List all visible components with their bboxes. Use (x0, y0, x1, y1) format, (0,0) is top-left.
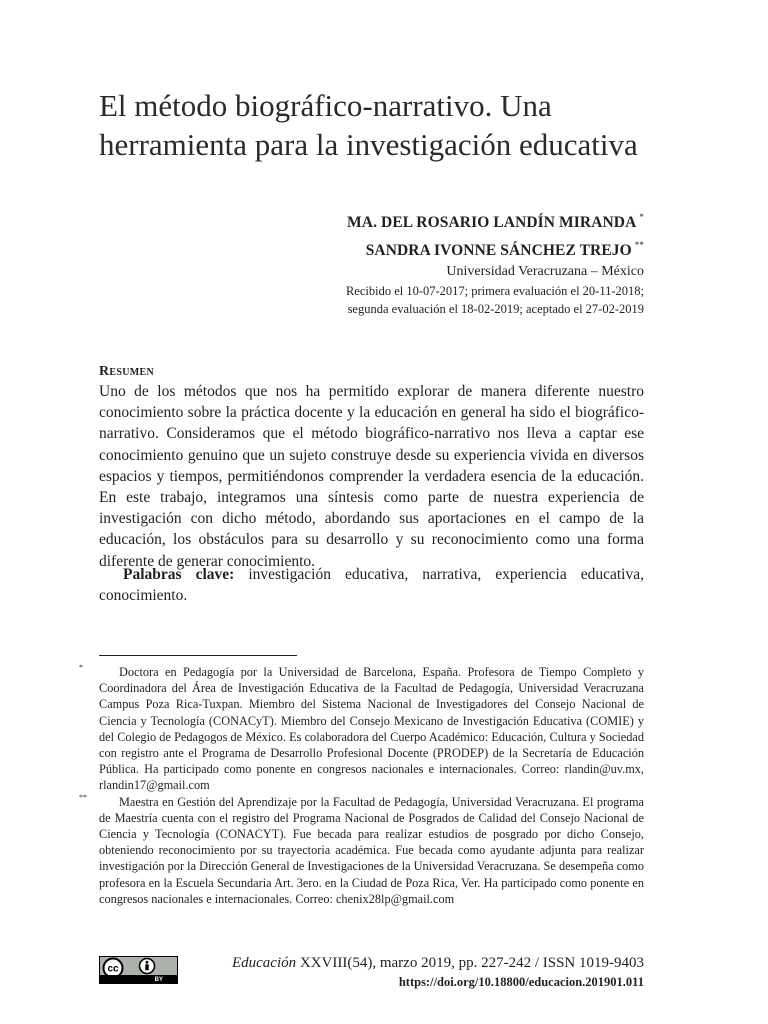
title-line-1: El método biográfico-narrativo. Una (99, 88, 552, 123)
author-1-name: MA. DEL ROSARIO LANDÍN MIRANDA (347, 214, 637, 231)
footnote-2-text: Maestra en Gestión del Aprendizaje por la Facultad de Pedagogía, Universidad Veracruzana. El programa de Maestría cuenta con el registro del Programa Nacional de Posgrados de Calidad del Consejo Nacional de Ciencia y Tecnología (CONACYT). Fue becada para realizar estudios de posgrado por dicho Consejo, obteniendo reconocimiento por su trayectoria académica. Fue becada como ayudante adjunta para realizar investigación por la Dirección General de Investigaciones de la Universidad Veracruzana. Se desempeña como profesora en la Escuela Secundaria Art. 3ero. en la Ciudad de Poza Rica, Ver. Ha participado como ponente en congresos nacionales e internacionales. Correo: chenix28lp@gmail.com (99, 794, 644, 906)
footnote-1 (79, 663, 644, 794)
author-block (347, 206, 644, 282)
footnote-2-mark: ** (79, 792, 87, 802)
footnotes (79, 663, 644, 907)
license-by-label: BY (154, 977, 163, 983)
submission-dates (346, 282, 644, 318)
journal-name: Educación (231, 955, 297, 971)
doi-link[interactable]: https://doi.org/10.18800/educacion.201901.011 (398, 975, 644, 989)
title-line-2: herramienta para la investigación educativa (99, 127, 638, 162)
author-1 (347, 206, 644, 234)
journal-citation (232, 954, 644, 973)
footnote-1-text: Doctora en Pedagogía por la Universidad de Barcelona, España. Profesora de Tiempo Completo y Coordinadora del Área de Investigación Educativa de la Facultad de Pedagogía, Universidad Veracruzana Campus Poza Rica-Tuxpan. Miembro del Sistema Nacional de Investigadores del Consejo Nacional de Ciencia y Tecnología (CONACyT). Miembro del Consejo Mexicano de Investigación Educativa (COMIE) y del Colegio de Pedagogos de México. Es colaboradora del Cuerpo Académico: Educación, Cultura y Sociedad con registro ante el Programa de Desarrollo Profesional Docente (PRODEP) de la Secretaría de Educación Pública. Ha participado como ponente en congresos nacionales e internacionales. Correo: rlandin@uv.mx, rlandin17@gmail.com (99, 665, 644, 793)
affiliation: Universidad Veracruzana – México (446, 264, 644, 279)
footnote-separator (99, 655, 297, 656)
author-2 (347, 234, 644, 262)
dates-line-1: Recibido el 10-07-2017; primera evaluación el 20-11-2018; (345, 284, 644, 298)
abstract-heading: Resumen (99, 364, 154, 379)
article-title (99, 86, 659, 164)
abstract-text: Uno de los métodos que nos ha permitido explorar de manera diferente nuestro conocimiento sobre la práctica docente y la educación en general ha sido el biográfico-narrativo. Consideramos que el método biográfico-narrativo nos lleva a captar ese conocimiento genuino que un sujeto construye desde su experiencia vivida en diversos espacios y tiempos, permitiéndonos comprender la verdadera esencia de la educación. En este trabajo, integramos una síntesis como parte de nuestra experiencia de investigación con dicho método, abordando sus aportaciones en el campo de la educación, los obstáculos para su desarrollo y su reconocimiento como una forma diferente de generar conocimiento. (99, 383, 644, 570)
author-2-name: SANDRA IVONNE SÁNCHEZ TREJO (365, 242, 632, 259)
svg-text:cc: cc (107, 963, 119, 975)
journal-issue: XXVIII(54), marzo 2019, pp. 227-242 / ISSN 1019-9403 (296, 955, 644, 971)
cc-by-license-icon[interactable] (99, 956, 178, 984)
footnote-1-mark: * (79, 663, 83, 672)
license-band (100, 975, 177, 983)
dates-line-2: segunda evaluación el 18-02-2019; aceptado el 27-02-2019 (347, 302, 644, 316)
keywords-text: investigación educativa, narrativa, experiencia educativa, conocimiento. (99, 566, 644, 605)
author-2-mark: ** (634, 240, 644, 250)
author-1-mark: * (639, 212, 644, 222)
keywords-paragraph (99, 564, 644, 606)
keywords-label: Palabras clave: (123, 566, 235, 583)
footnote-2 (79, 792, 644, 907)
